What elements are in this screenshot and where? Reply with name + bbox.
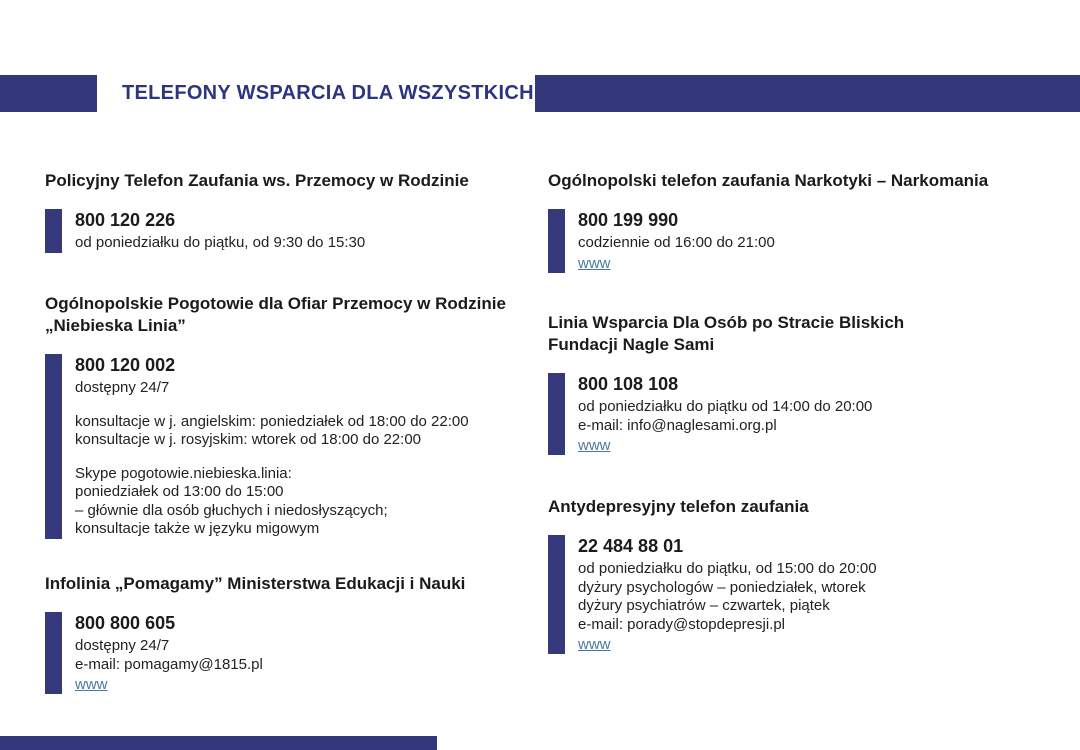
helpline-entry-pomagamy [45,573,525,694]
accent-bar [548,535,565,654]
helpline-block [548,209,1048,273]
accent-bar [45,209,62,253]
detail-line: e-mail: info@naglesami.org.pl [578,416,777,434]
detail-line: dyżury psychiatrów – czwartek, piątek [578,597,830,614]
helpline-title [45,293,525,337]
phone-number: 800 199 990 [578,210,679,230]
accent-bar [548,209,565,273]
detail-line: dyżury psychologów – poniedziałek, wtorek [578,578,866,596]
helpline-title-line: Infolinia „Pomagamy” Ministerstwa Edukacji i Nauki [45,574,466,593]
detail-line: – głównie dla osób głuchych i niedosłyszących; [75,501,388,519]
helpline-title-line: Ogólnopolskie Pogotowie dla Ofiar Przemocy w Rodzinie [45,294,506,313]
helpline-title-line: Policyjny Telefon Zaufania ws. Przemocy w Rodzinie [45,171,469,190]
helpline-block [548,373,1048,455]
phone-number: 800 120 002 [75,355,176,375]
detail-line: dostępny 24/7 [75,637,170,654]
detail-line: konsultacje także w języku migowym [75,520,320,537]
detail-line: codziennie od 16:00 do 21:00 [578,234,775,251]
phone-number: 800 108 108 [578,374,679,394]
detail-line: konsultacje w j. rosyjskim: wtorek od 18:00 do 22:00 [75,431,422,448]
phone-number: 22 484 88 01 [578,536,684,556]
detail-line: e-mail: pomagamy@1815.pl [75,655,263,673]
detail-line: od poniedziałku do piątku, od 15:00 do 20:00 [578,560,877,577]
phone-number: 800 800 605 [75,613,176,633]
helpline-title-line: Linia Wsparcia Dla Osób po Stracie Bliskich [548,313,905,332]
accent-bar [45,354,62,539]
phone-number: 800 120 226 [75,210,176,230]
accent-bar [45,612,62,694]
helpline-title [45,170,525,192]
helpline-entry-niebieska-linia [45,293,525,539]
helpline-block [45,612,525,694]
www-link[interactable]: www [578,437,611,454]
www-link[interactable]: www [578,254,611,272]
detail-line: dostępny 24/7 [75,379,170,396]
helpline-entry-policyjny [45,170,525,253]
helpline-title-line: Antydepresyjny telefon zaufania [548,497,809,516]
helpline-title-line: „Niebieska Linia” [45,316,186,335]
helpline-title-line: Ogólnopolski telefon zaufania Narkotyki – Narkomania [548,171,989,190]
detail-line: konsultacje w j. angielskim: poniedziałek od 18:00 do 22:00 [75,412,469,430]
helpline-title [548,170,1048,192]
detail-line: Skype pogotowie.niebieska.linia: [75,464,292,482]
detail-line: od poniedziałku do piątku od 14:00 do 20:00 [578,398,873,415]
helpline-title-line: Fundacji Nagle Sami [548,335,715,354]
helpline-title [45,573,525,595]
helpline-entry-antydepresyjny [548,496,1048,654]
detail-line: e-mail: porady@stopdepresji.pl [578,615,785,633]
header-bar-left [0,75,97,112]
helpline-block [45,354,525,539]
helpline-block [548,535,1048,654]
www-link[interactable]: www [578,636,611,653]
detail-line: od poniedziałku do piątku, od 9:30 do 15:30 [75,234,366,251]
header-bar-right [535,75,1080,112]
helpline-entry-narkomania [548,170,1048,273]
page-title: TELEFONY WSPARCIA DLA WSZYSTKICH [122,82,534,104]
helpline-entry-nagle-sami [548,312,1048,455]
footer-bar [0,736,437,750]
helpline-block [45,209,525,253]
accent-bar [548,373,565,455]
www-link[interactable]: www [75,676,108,693]
helpline-title [548,496,1048,518]
helpline-title [548,312,1048,356]
detail-line: poniedziałek od 13:00 do 15:00 [75,483,284,500]
